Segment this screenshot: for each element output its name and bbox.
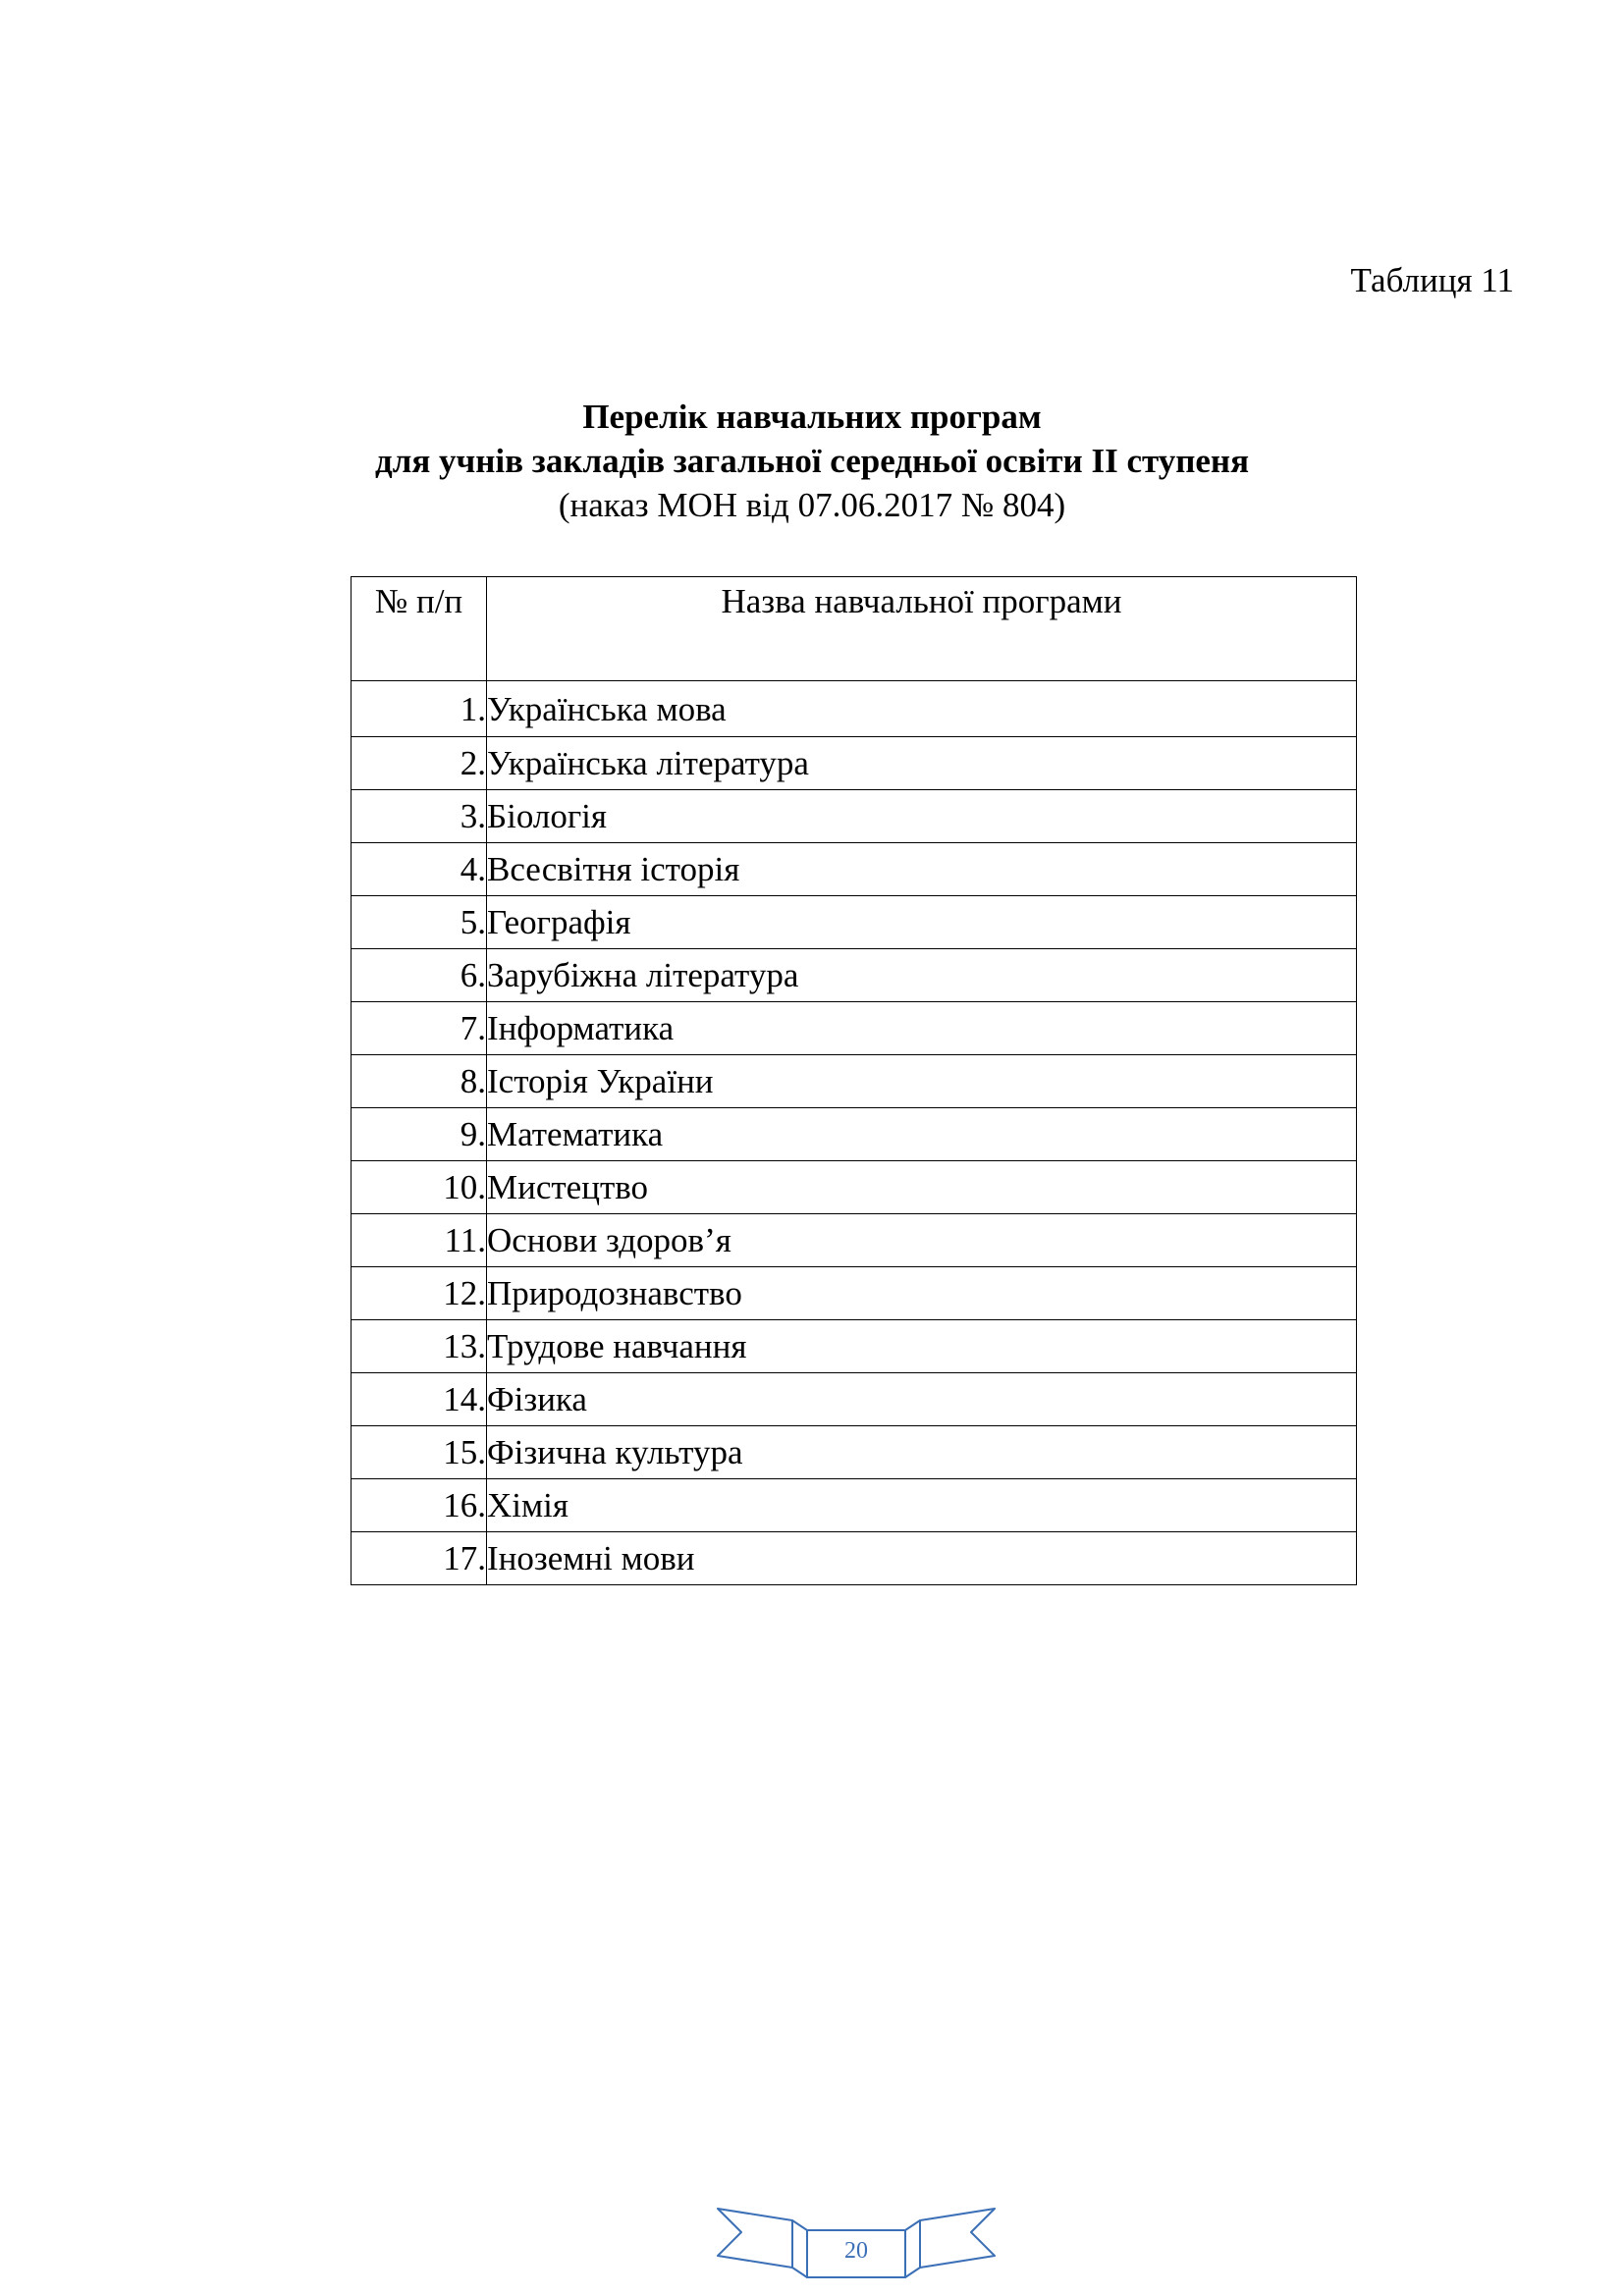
row-number: 10. (352, 1161, 487, 1214)
heading-title: Перелік навчальних програм (582, 398, 1042, 436)
table-row (352, 737, 1357, 790)
table-row (352, 1214, 1357, 1267)
programs-table (351, 576, 1357, 1585)
table-row (352, 1373, 1357, 1426)
row-program-name: Українська література (487, 737, 1357, 790)
table-row (352, 1532, 1357, 1585)
page-footer (714, 2199, 999, 2287)
table-row (352, 1161, 1357, 1214)
table-row (352, 1267, 1357, 1320)
table-header-row (352, 577, 1357, 681)
table-row (352, 1426, 1357, 1479)
row-program-name: Математика (487, 1108, 1357, 1161)
row-program-name: Природознавство (487, 1267, 1357, 1320)
table-row (352, 790, 1357, 843)
row-program-name: Фізична культура (487, 1426, 1357, 1479)
table-row (352, 896, 1357, 949)
row-number: 5. (352, 896, 487, 949)
row-number: 11. (352, 1214, 487, 1267)
row-program-name: Українська мова (487, 681, 1357, 737)
heading-subtitle: для учнів закладів загальної середньої освіти ІІ ступеня (374, 442, 1250, 480)
header-program-name: Назва навчальної програми (487, 577, 1357, 681)
row-program-name: Зарубіжна література (487, 949, 1357, 1002)
row-number: 15. (352, 1426, 487, 1479)
row-program-name: Біологія (487, 790, 1357, 843)
row-number: 1. (352, 681, 487, 737)
row-number: 6. (352, 949, 487, 1002)
row-number: 12. (352, 1267, 487, 1320)
header-number: № п/п (352, 577, 487, 681)
row-number: 7. (352, 1002, 487, 1055)
table-label: Таблиця 11 (1350, 261, 1514, 299)
row-program-name: Мистецтво (487, 1161, 1357, 1214)
document-heading (0, 395, 1624, 527)
row-program-name: Хімія (487, 1479, 1357, 1532)
row-number: 8. (352, 1055, 487, 1108)
table-row (352, 949, 1357, 1002)
table-row (352, 1055, 1357, 1108)
row-number: 13. (352, 1320, 487, 1373)
row-program-name: Інформатика (487, 1002, 1357, 1055)
row-program-name: Основи здоров’я (487, 1214, 1357, 1267)
row-program-name: Історія України (487, 1055, 1357, 1108)
table-row (352, 843, 1357, 896)
table-row (352, 681, 1357, 737)
page-number: 20 (844, 2238, 868, 2264)
row-number: 9. (352, 1108, 487, 1161)
row-program-name: Іноземні мови (487, 1532, 1357, 1585)
table-row (352, 1108, 1357, 1161)
heading-order-reference: (наказ МОН від 07.06.2017 № 804) (558, 486, 1066, 524)
row-program-name: Трудове навчання (487, 1320, 1357, 1373)
row-number: 4. (352, 843, 487, 896)
row-number: 14. (352, 1373, 487, 1426)
row-program-name: Географія (487, 896, 1357, 949)
table-row (352, 1479, 1357, 1532)
row-number: 16. (352, 1479, 487, 1532)
row-program-name: Фізика (487, 1373, 1357, 1426)
row-number: 3. (352, 790, 487, 843)
table-row (352, 1002, 1357, 1055)
table-row (352, 1320, 1357, 1373)
row-number: 2. (352, 737, 487, 790)
row-program-name: Всесвітня історія (487, 843, 1357, 896)
row-number: 17. (352, 1532, 487, 1585)
